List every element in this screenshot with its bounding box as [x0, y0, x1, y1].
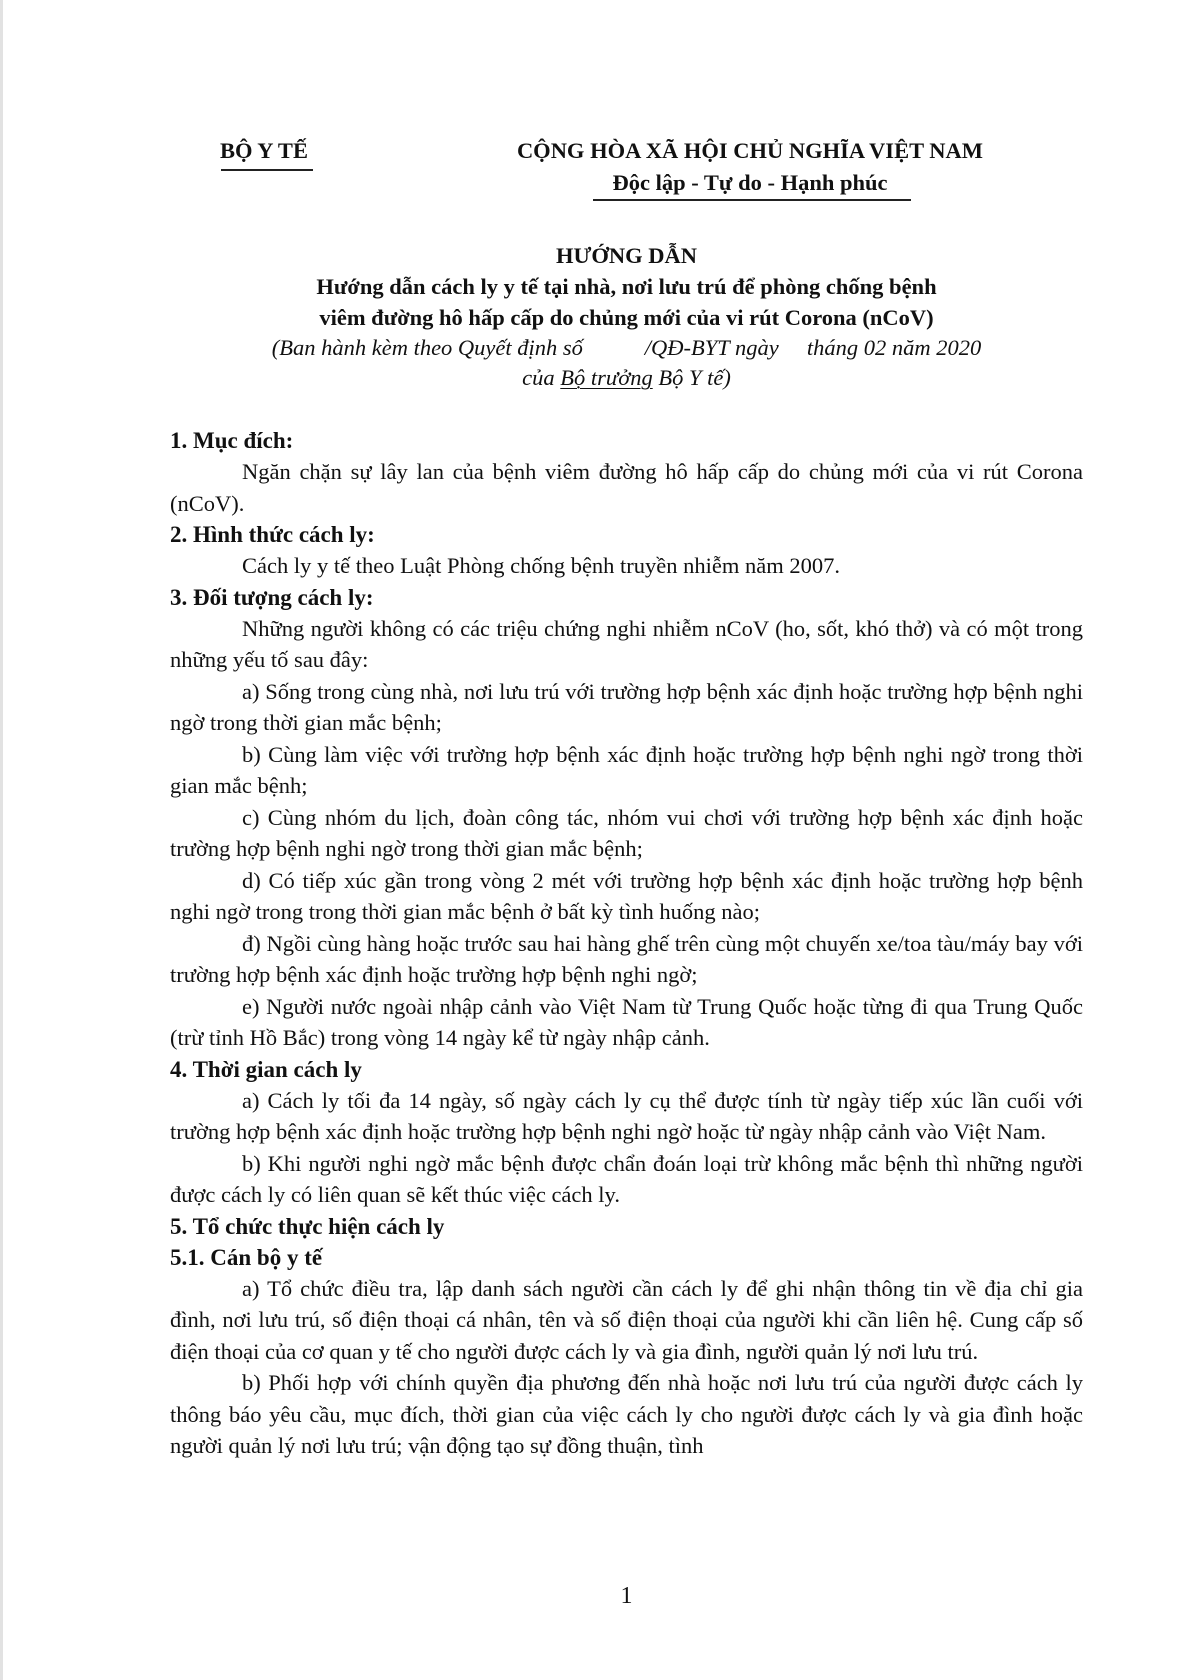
ministry-underline — [221, 169, 313, 171]
section-3-intro: Những người không có các triệu chứng nghi nhiễm nCoV (ho, sốt, khó thở) và có một trong những yếu tố sau đây: — [170, 615, 1083, 672]
ministry-name: BỘ Y TẾ — [220, 138, 308, 163]
section-3-item-dd: đ) Ngồi cùng hàng hoặc trước sau hai hàng ghế trên cùng một chuyến xe/toa tàu/máy bay với trường hợp bệnh xác định hoặc trường hợp bệnh nghi ngờ; — [170, 930, 1083, 987]
section-4-item-a: a) Cách ly tối đa 14 ngày, số ngày cách ly cụ thể được tính từ ngày tiếp xúc lần cuối với trường hợp bệnh xác định hoặc trường hợp bệnh nghi ngờ hoặc từ ngày nhập cảnh vào Việt Nam. — [170, 1087, 1083, 1144]
section-4-heading: 4. Thời gian cách ly — [170, 1056, 362, 1082]
section-5-1-heading: 5.1. Cán bộ y tế — [170, 1244, 323, 1270]
section-5-heading: 5. Tổ chức thực hiện cách ly — [170, 1213, 445, 1239]
section-3-item-b: b) Cùng làm việc với trường hợp bệnh xác định hoặc trường hợp bệnh nghi ngờ trong thời gian mắc bệnh; — [170, 741, 1083, 798]
issued-by-line-2: của Bộ trưởng Bộ Y tế) — [522, 365, 731, 390]
section-3-item-e: e) Người nước ngoài nhập cảnh vào Việt Nam từ Trung Quốc hoặc từng đi qua Trung Quốc (trừ tỉnh Hồ Bắc) trong vòng 14 ngày kể từ ngày nhập cảnh. — [170, 993, 1083, 1050]
issued-by-line-1: (Ban hành kèm theo Quyết định số /QĐ-BYT ngày tháng 02 năm 2020 — [271, 335, 982, 360]
section-5-1-item-b: b) Phối hợp với chính quyền địa phương đến nhà hoặc nơi lưu trú của người được cách ly thông báo yêu cầu, mục đích, thời gian của việc cách ly cho người được cách ly và gia đình hoặc người quản lý nơi lưu trú; vận động tạo sự đồng thuận, tình — [170, 1370, 1083, 1458]
section-2-text: Cách ly y tế theo Luật Phòng chống bệnh truyền nhiễm năm 2007. — [242, 553, 841, 578]
section-4-item-b: b) Khi người nghi ngờ mắc bệnh được chẩn đoán loại trừ không mắc bệnh thì những người được cách ly có liên quan sẽ kết thúc việc cách ly. — [170, 1150, 1083, 1207]
title-line-1: Hướng dẫn cách ly y tế tại nhà, nơi lưu trú để phòng chống bệnh — [316, 274, 937, 299]
section-3-heading: 3. Đối tượng cách ly: — [170, 584, 374, 610]
section-1-heading: 1. Mục đích: — [170, 428, 294, 453]
section-2-heading: 2. Hình thức cách ly: — [170, 522, 375, 547]
document-title: HƯỚNG DẪN — [555, 243, 698, 268]
republic-name: CỘNG HÒA XÃ HỘI CHỦ NGHĨA VIỆT NAM — [516, 138, 984, 163]
scan-edge — [0, 0, 3, 1680]
motto: Độc lập - Tự do - Hạnh phúc — [612, 170, 888, 195]
section-5-1-item-a: a) Tổ chức điều tra, lập danh sách người cần cách ly để ghi nhận thông tin về địa chỉ gia đình, nơi lưu trú, số điện thoại cá nhân, tên và số điện thoại của người khi cần liên hệ. Cung cấp số điện thoại của cơ quan y tế cho người được cách ly và gia đình, người quản lý nơi lưu trú. — [170, 1275, 1083, 1364]
section-3-item-c: c) Cùng nhóm du lịch, đoàn công tác, nhóm vui chơi với trường hợp bệnh xác định hoặc trường hợp bệnh nghi ngờ trong thời gian mắc bệnh; — [170, 804, 1083, 861]
section-3-item-d: d) Có tiếp xúc gần trong vòng 2 mét với trường hợp bệnh xác định hoặc trường hợp bệnh nghi ngờ trong trong thời gian mắc bệnh ở bất kỳ tình huống nào; — [170, 867, 1083, 924]
page-number: 1 — [620, 1583, 633, 1609]
document-body — [170, 425, 1083, 1462]
section-1-text: Ngăn chặn sự lây lan của bệnh viêm đường hô hấp cấp do chủng mới của vi rút Corona (nCoV). — [170, 459, 1083, 516]
section-3-item-a: a) Sống trong cùng nhà, nơi lưu trú với trường hợp bệnh xác định hoặc trường hợp bệnh nghi ngờ trong thời gian mắc bệnh; — [170, 678, 1083, 735]
title-line-2: viêm đường hô hấp cấp do chủng mới của vi rút Corona (nCoV) — [319, 305, 934, 330]
motto-underline — [593, 199, 911, 201]
minister-underlined: Bộ trưởng — [560, 365, 653, 390]
